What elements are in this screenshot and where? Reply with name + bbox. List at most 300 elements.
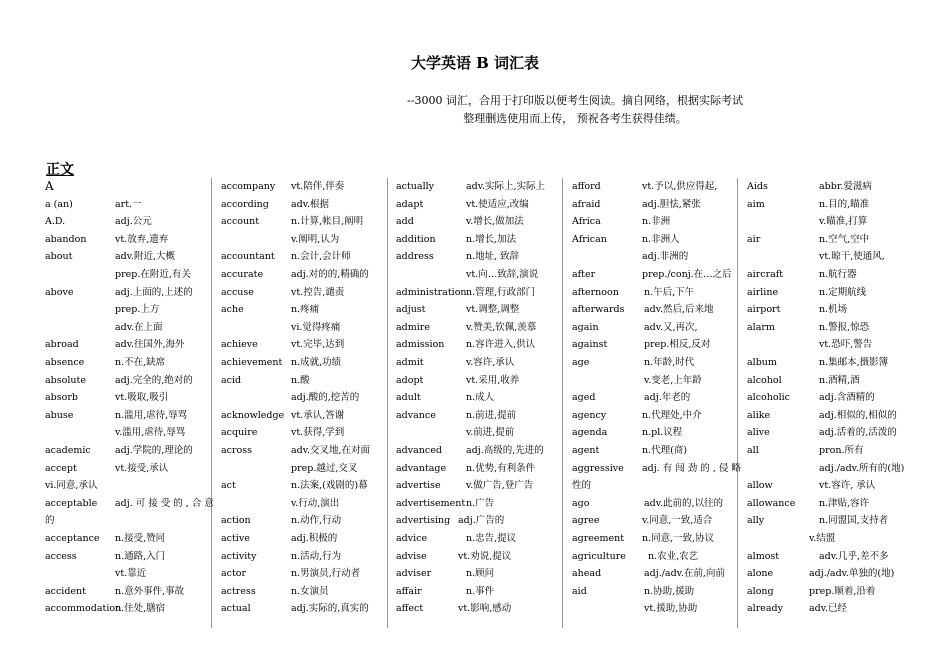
entry-definition: n.非洲人 — [642, 233, 680, 245]
entry-definition: n.成就,功绩 — [291, 357, 342, 368]
entry-definition: v.阐明,认为 — [291, 233, 340, 245]
entry-word: airline — [747, 286, 779, 298]
vocab-entry — [45, 284, 210, 301]
entry-definition: n.同盟国,支持者 — [819, 515, 889, 527]
entry-definition: adj./adv.单独的(地) — [809, 568, 895, 580]
entry-word: against — [572, 339, 608, 351]
entry-definition: adj.酸的,挖苦的 — [291, 392, 360, 404]
entry-word: achievement — [221, 357, 283, 368]
vocab-entry — [747, 196, 907, 213]
entry-definition: v.容许,承认 — [466, 357, 515, 368]
entry-word: alone — [747, 568, 774, 580]
entry-word: achieve — [221, 339, 258, 351]
vocab-entry — [221, 583, 386, 600]
entry-definition: n.酒精,酒 — [819, 374, 860, 386]
page-title: 大学英语 B 词汇表 — [410, 54, 540, 72]
vocab-entry — [396, 231, 561, 248]
entry-word: according — [221, 198, 269, 210]
column-divider — [562, 178, 563, 628]
entry-definition: adj.上面的,上述的 — [115, 286, 193, 298]
entry-definition: n.顾问 — [466, 568, 495, 580]
entry-word: accept — [45, 462, 77, 474]
entry-word: almost — [747, 550, 780, 562]
vocab-column-1 — [45, 178, 214, 628]
vocab-entry — [747, 354, 907, 371]
entry-definition: vt.予以,供应得起, — [642, 181, 718, 192]
entry-definition: n.女演员 — [291, 585, 329, 597]
vocab-entry — [572, 284, 737, 301]
vocab-entry — [747, 600, 907, 617]
entry-definition: n.意外事件,事故 — [115, 585, 185, 597]
vocab-entry — [221, 512, 386, 529]
entry-definition: adj.实际的,真实的 — [291, 603, 369, 615]
vocab-entry — [396, 600, 561, 617]
vocab-entry — [221, 266, 386, 283]
entry-word: adapt — [396, 198, 424, 210]
entry-word: A.D. — [45, 216, 66, 228]
vocab-entry — [396, 213, 561, 230]
entry-definition: prep.相反,反对 — [644, 339, 711, 351]
vocab-entry — [221, 600, 386, 617]
entry-definition: adj./adv.所有的(地) — [819, 462, 905, 474]
vocab-entry — [572, 389, 737, 406]
entry-word: afford — [572, 181, 601, 192]
entry-word: aged — [572, 392, 596, 404]
entry-word: account — [221, 216, 260, 228]
vocab-entry — [221, 336, 386, 353]
vocab-entry — [747, 284, 907, 301]
entry-definition: vt.援助,协助 — [644, 603, 698, 615]
entry-definition: adv.交叉地,在对面 — [291, 445, 371, 456]
entry-definition: n.前进,提前 — [466, 409, 517, 421]
entry-definition: v.结盟 — [809, 533, 836, 544]
entry-definition: n.代理(商) — [642, 445, 688, 456]
entry-word: afraid — [572, 198, 601, 210]
entry-word: acceptable — [45, 497, 98, 509]
vocab-column-4 — [572, 178, 741, 628]
entry-definition: adj.非洲的 — [642, 251, 689, 263]
entry-word: affair — [396, 585, 422, 597]
entry-definition: adj./adv.在前,向前 — [644, 568, 725, 580]
entry-word: 性的 — [572, 480, 592, 492]
entry-word: ally — [747, 515, 765, 527]
entry-word: accountant — [221, 251, 275, 263]
entry-definition: vt.容许, 承认 — [819, 480, 876, 492]
vocab-entry — [396, 248, 561, 265]
entry-definition: n.航行器 — [819, 269, 857, 280]
vocab-entry — [572, 460, 741, 477]
vocab-entry — [221, 407, 386, 424]
entry-definition: n.通路,入门 — [115, 550, 166, 562]
entry-word: acknowledge — [221, 409, 285, 421]
entry-definition: adv.往国外,海外 — [115, 339, 185, 351]
entry-definition: adj. 有 闯 劲 的 , 侵 略 — [642, 462, 741, 474]
entry-definition: n.优势,有利条件 — [466, 462, 536, 474]
entry-word: accommodation — [45, 603, 122, 615]
vocab-entry — [45, 196, 210, 213]
vocab-entry — [221, 284, 386, 301]
entry-word: administration — [396, 286, 467, 298]
subtitle-line-2: 整理删选使用而上传， 预祝各考生获得佳绩。 — [463, 112, 687, 125]
entry-word: acceptance — [45, 533, 100, 544]
vocab-entry — [396, 319, 561, 336]
vocab-entry — [396, 512, 561, 529]
entry-definition: adj.完全的,绝对的 — [115, 374, 193, 386]
entry-definition: n.滥用,虐待,辱骂 — [115, 409, 188, 421]
entry-definition: n.定期航线 — [819, 286, 867, 298]
entry-word: adopt — [396, 374, 424, 386]
entry-definition: vt.影响,感动 — [458, 603, 512, 615]
entry-word: along — [747, 585, 774, 597]
entry-definition: adv.又,再次, — [644, 321, 698, 333]
vocab-entry — [45, 213, 210, 230]
vocab-entry — [747, 565, 907, 582]
vocab-entry — [396, 442, 561, 459]
entry-word: aircraft — [747, 269, 784, 280]
entry-word: admission — [396, 339, 445, 351]
entry-definition: v.增长,做加法 — [466, 216, 524, 228]
entry-definition: adj.学院的,理论的 — [115, 445, 193, 456]
vocab-entry — [747, 460, 907, 477]
entry-definition: n.非洲 — [642, 216, 671, 228]
vocab-entry — [45, 600, 210, 617]
vocab-entry — [572, 583, 737, 600]
entry-word: already — [747, 603, 783, 615]
entry-definition: n.协助,援助 — [644, 585, 695, 597]
entry-definition: n.地址, 致辞 — [466, 251, 520, 263]
entry-definition: n.津贴,容许 — [819, 497, 870, 509]
vocab-entry — [396, 284, 561, 301]
entry-word: actual — [221, 603, 251, 615]
entry-definition: vt.吸取,吸引 — [115, 392, 169, 404]
vocab-entry — [572, 565, 737, 582]
vocab-entry — [396, 372, 561, 389]
entry-word: alcoholic — [747, 392, 790, 404]
entry-definition: adj.相似的,相似的 — [819, 409, 897, 421]
entry-word: allow — [747, 480, 773, 492]
entry-definition: n.农业,农艺 — [648, 550, 699, 562]
section-heading: 正文 — [46, 162, 74, 178]
entry-word: after — [572, 269, 596, 280]
vocab-entry — [45, 548, 210, 565]
entry-word: airport — [747, 304, 781, 316]
vocab-entry — [572, 548, 737, 565]
entry-word: addition — [396, 233, 436, 245]
entry-definition: n.计算,帐目,阐明 — [291, 216, 364, 228]
vocab-entry — [45, 178, 210, 195]
vocab-entry — [396, 548, 561, 565]
entry-word: absence — [45, 357, 85, 368]
vocab-entry — [572, 407, 737, 424]
entry-definition: adj.高级的,先进的 — [466, 445, 544, 456]
entry-word: alive — [747, 427, 770, 439]
entry-word: actor — [221, 568, 247, 580]
vocab-entry — [45, 336, 210, 353]
entry-word: age — [572, 357, 590, 368]
entry-word: acquire — [221, 427, 258, 439]
entry-definition: v.滥用,虐待,辱骂 — [115, 427, 186, 439]
entry-word: absolute — [45, 374, 86, 386]
vocab-entry — [45, 512, 210, 529]
entry-definition: vt.使适应,改编 — [466, 198, 529, 210]
entry-word: advise — [396, 550, 427, 562]
entry-word: alike — [747, 409, 771, 421]
vocab-entry — [221, 231, 386, 248]
entry-word: advance — [396, 409, 436, 421]
vocab-entry — [45, 354, 210, 371]
entry-definition: adv.实际上,实际上 — [466, 181, 546, 192]
entry-word: afternoon — [572, 286, 619, 298]
vocab-entry — [221, 319, 386, 336]
entry-word: advertise — [396, 480, 441, 492]
vocab-entry — [396, 530, 561, 547]
vocab-entry — [221, 477, 386, 494]
entry-word: actress — [221, 585, 256, 597]
vocab-entry — [747, 548, 907, 565]
entry-definition: vt.晾干,使通风, — [819, 251, 885, 263]
entry-word: acid — [221, 374, 242, 386]
entry-definition: n.集邮本,摄影簿 — [819, 357, 889, 368]
vocab-entry — [747, 336, 907, 353]
vocab-entry — [747, 512, 907, 529]
entry-word: album — [747, 357, 777, 368]
vocab-entry — [572, 424, 737, 441]
vocab-entry — [572, 495, 737, 512]
entry-definition: art.一 — [115, 198, 142, 210]
entry-word: advertisement — [396, 497, 466, 509]
entry-word: ahead — [572, 568, 602, 580]
entry-word: agent — [572, 445, 600, 456]
entry-word: activity — [221, 550, 257, 562]
entry-definition: v.做广告,登广告 — [466, 480, 534, 492]
vocab-entry — [572, 354, 737, 371]
vocab-entry — [747, 178, 907, 195]
entry-definition: vt.调整,调整 — [466, 304, 520, 316]
entry-word: Africa — [572, 216, 601, 228]
vocab-entry — [747, 213, 907, 230]
column-divider — [737, 178, 738, 628]
entry-definition: n.成人 — [466, 392, 495, 404]
entry-word: aggressive — [572, 462, 624, 474]
vocab-entry — [45, 530, 210, 547]
vocab-entry — [396, 196, 561, 213]
entry-word: abuse — [45, 409, 74, 421]
entry-word: African — [572, 233, 607, 245]
entry-word: alcohol — [747, 374, 782, 386]
entry-definition: vt.向…致辞,演说 — [466, 269, 539, 280]
entry-definition: adj.年老的 — [644, 392, 691, 404]
entry-word: all — [747, 445, 759, 456]
entry-definition: adj.公元 — [115, 216, 152, 228]
vocab-entry — [747, 495, 907, 512]
entry-definition: adj.积极的 — [291, 533, 338, 544]
vocab-entry — [572, 178, 737, 195]
vocab-entry — [396, 460, 561, 477]
vocab-entry — [45, 565, 210, 582]
entry-word: absorb — [45, 392, 78, 404]
entry-word: adjust — [396, 304, 426, 316]
vocab-entry — [572, 442, 737, 459]
vocab-entry — [396, 477, 561, 494]
entry-definition: prep.顺着,沿着 — [809, 585, 876, 597]
vocab-entry — [747, 231, 907, 248]
entry-definition: prep.上方 — [115, 304, 160, 316]
entry-word: ache — [221, 304, 244, 316]
entry-definition: n.增长,加法 — [466, 233, 517, 245]
entry-word: actually — [396, 181, 435, 192]
entry-word: 的 — [45, 515, 55, 527]
vocab-entry — [221, 389, 386, 406]
entry-definition: v.前进,提前 — [466, 427, 515, 439]
vocab-entry — [396, 407, 561, 424]
vocab-entry — [221, 196, 386, 213]
vocab-entry — [221, 424, 386, 441]
entry-word: add — [396, 216, 414, 228]
entry-definition: vt.获得,学到 — [291, 427, 345, 439]
entry-word: agreement — [572, 533, 625, 544]
vocab-entry — [221, 213, 386, 230]
vocab-entry — [45, 231, 210, 248]
vocab-entry — [45, 460, 210, 477]
entry-word: address — [396, 251, 434, 263]
entry-definition: n.管理,行政部门 — [466, 286, 536, 298]
entry-definition: adv.在上面 — [115, 321, 163, 333]
entry-definition: vt.接受,承认 — [115, 462, 169, 474]
vocab-entry — [45, 424, 210, 441]
entry-definition: adj.胆怯,紧张 — [642, 198, 701, 210]
entry-definition: vt.放弃,遗弃 — [115, 233, 169, 245]
vocab-entry — [45, 372, 210, 389]
entry-definition: n.疼痛 — [291, 304, 320, 316]
entry-word: allowance — [747, 497, 796, 509]
entry-word: accuse — [221, 286, 254, 298]
entry-definition: v.瞄准,打算 — [819, 216, 868, 228]
vocab-entry — [572, 530, 737, 547]
entry-word: accident — [45, 585, 86, 597]
entry-word: again — [572, 321, 599, 333]
vocab-entry — [396, 583, 561, 600]
entry-word: vi.同意,承认 — [45, 480, 98, 492]
entry-word: access — [45, 550, 77, 562]
vocab-column-2 — [221, 178, 386, 628]
vocab-entry — [221, 548, 386, 565]
entry-definition: vt.采用,收养 — [466, 374, 520, 386]
vocab-entry — [396, 336, 561, 353]
entry-definition: n.空气,空中 — [819, 233, 870, 245]
vocab-entry — [747, 389, 907, 406]
vocab-entry — [747, 248, 907, 265]
vocab-entry — [45, 389, 210, 406]
vocab-entry — [572, 266, 737, 283]
column-divider — [211, 178, 212, 628]
entry-definition: n.会计,会计师 — [291, 251, 351, 263]
vocab-column-5 — [747, 178, 907, 628]
vocab-entry — [221, 301, 386, 318]
entry-definition: n.活动,行为 — [291, 550, 342, 562]
entry-word: agriculture — [572, 550, 626, 562]
entry-definition: adv.然后,后来地 — [644, 304, 714, 316]
entry-definition: n.目的,瞄准 — [819, 198, 870, 210]
entry-definition: n.警报,惊恐 — [819, 321, 870, 333]
entry-definition: adv.根据 — [291, 198, 330, 210]
entry-definition: n.酸 — [291, 374, 310, 386]
vocab-entry — [747, 407, 907, 424]
vocab-entry — [45, 248, 210, 265]
entry-word: admire — [396, 321, 430, 333]
entry-definition: adv.几乎,差不多 — [819, 550, 889, 562]
vocab-entry — [747, 583, 907, 600]
vocab-entry — [396, 424, 561, 441]
entry-definition: vt.恐吓,警告 — [819, 339, 873, 351]
vocab-column-3 — [396, 178, 561, 628]
entry-word: accompany — [221, 181, 276, 192]
entry-definition: n.pl.议程 — [642, 427, 683, 439]
entry-word: above — [45, 286, 74, 298]
entry-definition: adj. 可 接 受 的 , 合 意 — [115, 497, 214, 509]
entry-definition: n.代理处,中介 — [642, 409, 702, 421]
entry-word: agency — [572, 409, 607, 421]
vocab-entry — [396, 354, 561, 371]
entry-definition: n.不在,缺席 — [115, 357, 166, 368]
entry-word: advantage — [396, 462, 447, 474]
vocab-entry — [572, 477, 737, 494]
vocab-entry — [572, 319, 737, 336]
entry-definition: vt.控告,谴责 — [291, 286, 345, 298]
vocab-entry — [221, 495, 386, 512]
entry-definition: v.变老,上年龄 — [644, 374, 702, 386]
vocab-entry — [45, 319, 210, 336]
entry-definition: vt.靠近 — [115, 568, 147, 580]
entry-word: across — [221, 445, 252, 456]
entry-word: A — [45, 179, 54, 193]
entry-definition: n.动作,行动 — [291, 515, 342, 527]
vocab-entry — [747, 424, 907, 441]
vocab-entry — [747, 477, 907, 494]
entry-definition: abbr.爱滋病 — [819, 181, 872, 192]
vocab-entry — [45, 477, 210, 494]
entry-definition: adj.广告的 — [458, 515, 505, 527]
entry-word: advice — [396, 533, 428, 544]
vocab-entry — [572, 512, 737, 529]
entry-definition: n.广告 — [466, 497, 495, 509]
entry-word: a (an) — [45, 198, 73, 210]
entry-word: ago — [572, 497, 590, 509]
entry-definition: adv.此前的,以往的 — [644, 497, 724, 509]
entry-word: abroad — [45, 339, 79, 351]
entry-definition: vt.承认,答谢 — [291, 409, 345, 421]
entry-definition: v.行动,演出 — [291, 497, 340, 509]
entry-definition: n.午后,下午 — [644, 286, 695, 298]
vocab-entry — [221, 372, 386, 389]
vocab-entry — [221, 530, 386, 547]
vocab-entry — [45, 583, 210, 600]
entry-definition: adv.已经 — [809, 603, 848, 615]
entry-definition: prep./conj.在…之后 — [642, 269, 732, 280]
column-divider — [387, 178, 388, 628]
entry-definition: vt.劝说,提议 — [458, 550, 512, 562]
vocab-entry — [396, 495, 561, 512]
entry-definition: n.忠告,提议 — [466, 533, 517, 544]
vocab-entry — [221, 248, 386, 265]
entry-definition: n.事件 — [466, 585, 495, 597]
vocab-entry — [221, 354, 386, 371]
entry-definition: n.年龄,时代 — [644, 357, 695, 368]
entry-word: action — [221, 515, 251, 527]
vocab-entry — [572, 372, 737, 389]
vocab-entry — [747, 319, 907, 336]
vocab-entry — [572, 213, 737, 230]
vocab-entry — [572, 196, 737, 213]
